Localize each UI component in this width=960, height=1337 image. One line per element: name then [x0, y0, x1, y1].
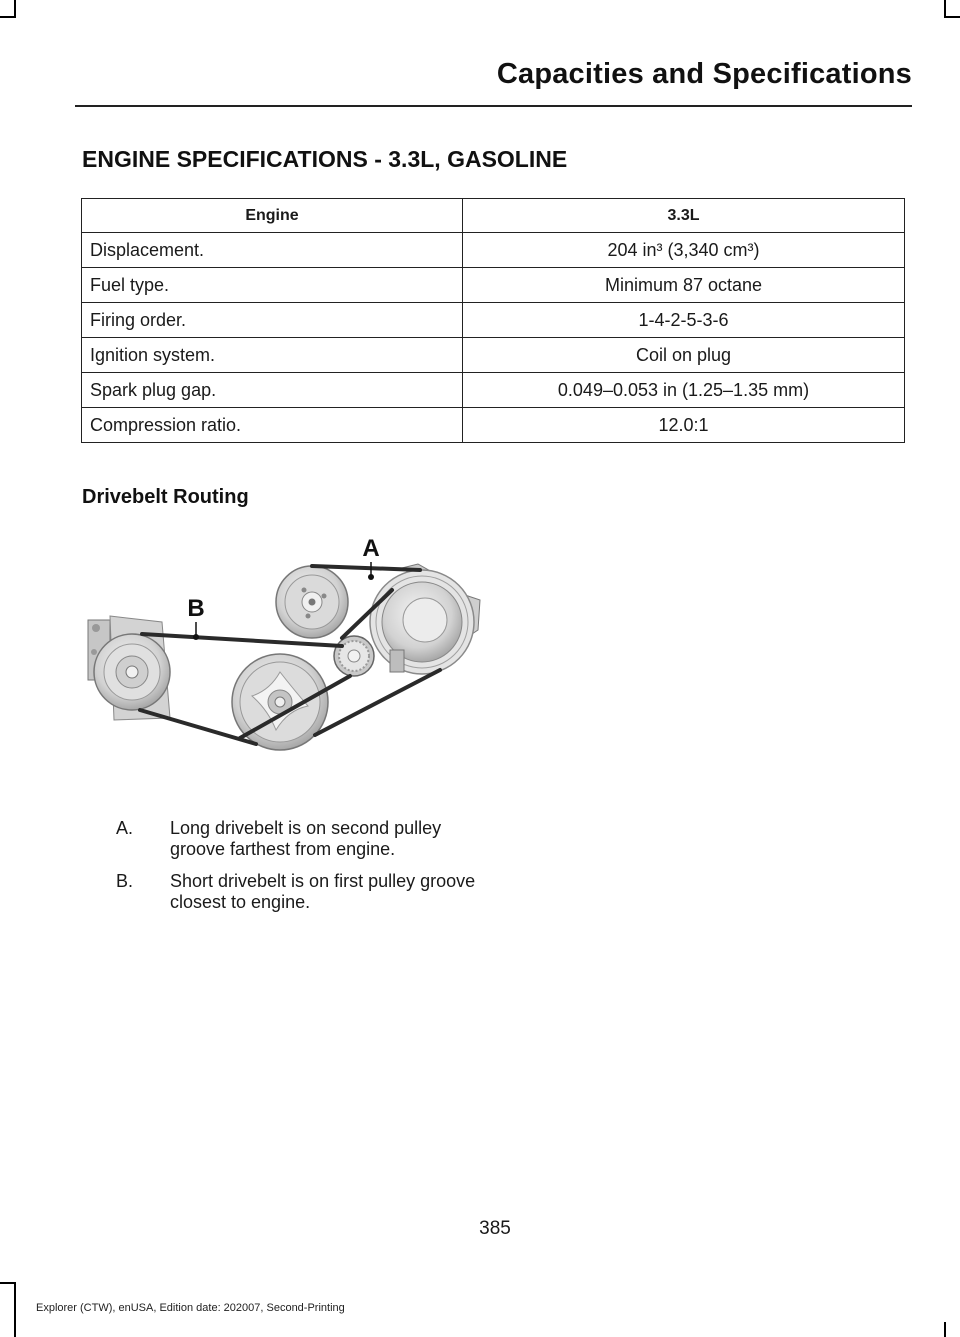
legend-key: B.	[116, 871, 134, 891]
callout-b	[187, 595, 204, 640]
footer-edition-text: Explorer (CTW), enUSA, Edition date: 202007, Second-Printing	[36, 1302, 345, 1314]
section-title: ENGINE SPECIFICATIONS - 3.3L, GASOLINE	[82, 146, 568, 172]
table-row	[82, 233, 905, 268]
table-row	[82, 338, 905, 373]
drivebelt-routing-diagram	[80, 530, 490, 770]
table-header-row	[82, 199, 905, 233]
ac-compressor-pulley	[88, 616, 170, 720]
table-cell-parameter: Compression ratio.	[82, 408, 463, 443]
table-cell-parameter: Spark plug gap.	[82, 373, 463, 408]
crop-mark	[14, 1282, 16, 1337]
table-cell-value: 12.0:1	[463, 408, 905, 443]
table-cell-value: 0.049–0.053 in (1.25–1.35 mm)	[463, 373, 905, 408]
crop-mark	[944, 16, 960, 18]
table-row	[82, 408, 905, 443]
table-header-cell: 3.3L	[463, 199, 905, 233]
table-cell-value: 204 in³ (3,340 cm³)	[463, 233, 905, 268]
drivebelt-legend	[116, 818, 476, 924]
legend-item	[116, 871, 476, 913]
table-row	[82, 303, 905, 338]
callout-a	[362, 535, 379, 580]
table-cell-parameter: Fuel type.	[82, 268, 463, 303]
page-header-title: Capacities and Specifications	[496, 58, 912, 90]
crop-mark	[944, 1322, 946, 1337]
alternator-pulley	[370, 564, 480, 674]
legend-item	[116, 818, 476, 860]
callout-label-b: B	[187, 595, 205, 622]
table-row	[82, 268, 905, 303]
table-header-cell: Engine	[82, 199, 463, 233]
engine-spec-table	[81, 198, 905, 443]
table-cell-parameter: Firing order.	[82, 303, 463, 338]
legend-text: Long drivebelt is on second pulley groove farthest from engine.	[170, 818, 442, 859]
page-number: 385	[479, 1218, 511, 1239]
crop-mark	[0, 16, 16, 18]
legend-key: A.	[116, 818, 134, 838]
table-cell-value: 1-4-2-5-3-6	[463, 303, 905, 338]
callout-label-a: A	[362, 535, 380, 562]
drivebelt-routing-title: Drivebelt Routing	[82, 486, 249, 508]
header-rule	[75, 105, 912, 107]
table-cell-value: Minimum 87 octane	[463, 268, 905, 303]
table-row	[82, 373, 905, 408]
legend-text: Short drivebelt is on first pulley groove closest to engine.	[170, 871, 476, 912]
table-cell-parameter: Displacement.	[82, 233, 463, 268]
upper-idler-pulley	[276, 566, 348, 638]
table-cell-value: Coil on plug	[463, 338, 905, 373]
table-cell-parameter: Ignition system.	[82, 338, 463, 373]
tensioner-pulley	[334, 636, 374, 676]
